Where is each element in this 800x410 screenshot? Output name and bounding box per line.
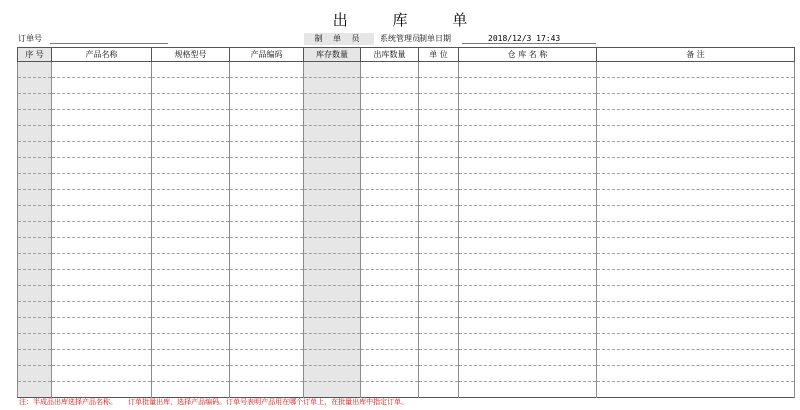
table-cell-out-qty[interactable] — [361, 78, 419, 94]
table-cell-remarks[interactable] — [597, 302, 795, 318]
table-cell-remarks[interactable] — [597, 78, 795, 94]
table-cell-out-qty[interactable] — [361, 318, 419, 334]
table-cell-out-qty[interactable] — [361, 174, 419, 190]
table-cell-unit[interactable] — [419, 78, 459, 94]
table-cell-spec-model[interactable] — [152, 94, 230, 110]
table-cell-spec-model[interactable] — [152, 174, 230, 190]
table-row — [18, 126, 795, 142]
table-cell-remarks[interactable] — [597, 350, 795, 366]
table-cell-warehouse-name[interactable] — [459, 142, 597, 158]
form-title: 出 库 单 — [332, 11, 488, 29]
table-cell-unit[interactable] — [419, 110, 459, 126]
table-cell-product-code[interactable] — [230, 238, 304, 254]
date-value: 2018/12/3 17:43 — [488, 34, 561, 43]
table-cell-remarks[interactable] — [597, 174, 795, 190]
table-row — [18, 62, 795, 78]
table-cell-unit[interactable] — [419, 286, 459, 302]
table-cell-unit[interactable] — [419, 222, 459, 238]
table-cell-out-qty[interactable] — [361, 222, 419, 238]
table-cell-stock-qty[interactable] — [304, 174, 361, 190]
table-cell-warehouse-name[interactable] — [459, 334, 597, 350]
column-header-warehouse-name: 仓 库 名 称 — [459, 48, 597, 62]
table-cell-seq[interactable] — [18, 62, 52, 78]
table-cell-product-name[interactable] — [52, 174, 152, 190]
table-cell-warehouse-name[interactable] — [459, 62, 597, 78]
table-cell-product-code[interactable] — [230, 302, 304, 318]
table-row — [18, 270, 795, 286]
table-cell-product-name[interactable] — [52, 94, 152, 110]
table-cell-unit[interactable] — [419, 318, 459, 334]
table-row — [18, 206, 795, 222]
table-cell-remarks[interactable] — [597, 190, 795, 206]
table-cell-warehouse-name[interactable] — [459, 158, 597, 174]
table-cell-product-code[interactable] — [230, 94, 304, 110]
table-cell-warehouse-name[interactable] — [459, 318, 597, 334]
table-cell-product-name[interactable] — [52, 110, 152, 126]
table-cell-warehouse-name[interactable] — [459, 254, 597, 270]
table-cell-warehouse-name[interactable] — [459, 286, 597, 302]
table-cell-stock-qty[interactable] — [304, 286, 361, 302]
table-cell-spec-model[interactable] — [152, 206, 230, 222]
table-row — [18, 110, 795, 126]
table-cell-product-code[interactable] — [230, 270, 304, 286]
table-cell-product-code[interactable] — [230, 318, 304, 334]
table-cell-spec-model[interactable] — [152, 270, 230, 286]
table-cell-remarks[interactable] — [597, 254, 795, 270]
table-cell-seq[interactable] — [18, 270, 52, 286]
table-cell-stock-qty[interactable] — [304, 382, 361, 398]
table-cell-product-name[interactable] — [52, 238, 152, 254]
table-cell-seq[interactable] — [18, 334, 52, 350]
table-cell-remarks[interactable] — [597, 158, 795, 174]
table-row — [18, 190, 795, 206]
table-cell-remarks[interactable] — [597, 366, 795, 382]
table-cell-out-qty[interactable] — [361, 190, 419, 206]
table-cell-remarks[interactable] — [597, 110, 795, 126]
table-cell-warehouse-name[interactable] — [459, 270, 597, 286]
table-cell-seq[interactable] — [18, 110, 52, 126]
table-cell-seq[interactable] — [18, 350, 52, 366]
table-row — [18, 382, 795, 398]
table-cell-remarks[interactable] — [597, 382, 795, 398]
table-cell-warehouse-name[interactable] — [459, 126, 597, 142]
table-cell-stock-qty[interactable] — [304, 302, 361, 318]
table-cell-spec-model[interactable] — [152, 350, 230, 366]
table-row — [18, 174, 795, 190]
table-row — [18, 302, 795, 318]
table-cell-product-name[interactable] — [52, 334, 152, 350]
table-cell-seq[interactable] — [18, 190, 52, 206]
table-row — [18, 286, 795, 302]
table-cell-unit[interactable] — [419, 302, 459, 318]
outbound-table — [17, 47, 795, 398]
table-cell-unit[interactable] — [419, 142, 459, 158]
table-cell-product-code[interactable] — [230, 286, 304, 302]
table-cell-product-name[interactable] — [52, 366, 152, 382]
table-row — [18, 238, 795, 254]
table-row — [18, 254, 795, 270]
table-cell-product-name[interactable] — [52, 126, 152, 142]
table-row — [18, 78, 795, 94]
table-header-row — [18, 48, 795, 62]
table-cell-stock-qty[interactable] — [304, 254, 361, 270]
table-cell-spec-model[interactable] — [152, 366, 230, 382]
table-cell-spec-model[interactable] — [152, 190, 230, 206]
table-cell-seq[interactable] — [18, 254, 52, 270]
table-cell-stock-qty[interactable] — [304, 318, 361, 334]
table-cell-spec-model[interactable] — [152, 302, 230, 318]
form-header — [18, 33, 798, 45]
table-cell-product-code[interactable] — [230, 174, 304, 190]
table-cell-seq[interactable] — [18, 78, 52, 94]
table-cell-spec-model[interactable] — [152, 142, 230, 158]
table-cell-spec-model[interactable] — [152, 222, 230, 238]
table-cell-warehouse-name[interactable] — [459, 238, 597, 254]
footer-note: 注：半成品出库选择产品名称。 订单批量出库，选择产品编码。订单号表明产品用在哪个订单上，在批量出库中指定订单。 — [19, 398, 409, 406]
order-number-field[interactable] — [50, 43, 168, 44]
table-row — [18, 366, 795, 382]
table-cell-product-name[interactable] — [52, 78, 152, 94]
table-cell-product-code[interactable] — [230, 142, 304, 158]
table-cell-stock-qty[interactable] — [304, 366, 361, 382]
maker-value: 系统管理员 — [380, 34, 420, 43]
table-cell-out-qty[interactable] — [361, 206, 419, 222]
column-header-spec-model: 规格型号 — [152, 48, 230, 62]
table-cell-unit[interactable] — [419, 238, 459, 254]
table-cell-out-qty[interactable] — [361, 126, 419, 142]
table-cell-product-name[interactable] — [52, 206, 152, 222]
table-row — [18, 142, 795, 158]
table-cell-stock-qty[interactable] — [304, 94, 361, 110]
table-cell-remarks[interactable] — [597, 142, 795, 158]
table-cell-seq[interactable] — [18, 94, 52, 110]
table-cell-out-qty[interactable] — [361, 94, 419, 110]
table-cell-product-code[interactable] — [230, 334, 304, 350]
table-cell-spec-model[interactable] — [152, 254, 230, 270]
table-cell-unit[interactable] — [419, 350, 459, 366]
table-cell-spec-model[interactable] — [152, 334, 230, 350]
table-row — [18, 158, 795, 174]
table-cell-seq[interactable] — [18, 302, 52, 318]
table-cell-seq[interactable] — [18, 238, 52, 254]
table-cell-product-name[interactable] — [52, 62, 152, 78]
table-cell-warehouse-name[interactable] — [459, 350, 597, 366]
table-cell-remarks[interactable] — [597, 126, 795, 142]
table-cell-unit[interactable] — [419, 366, 459, 382]
table-cell-product-code[interactable] — [230, 110, 304, 126]
table-cell-unit[interactable] — [419, 382, 459, 398]
table-cell-product-code[interactable] — [230, 350, 304, 366]
table-cell-remarks[interactable] — [597, 94, 795, 110]
table-cell-seq[interactable] — [18, 382, 52, 398]
table-cell-stock-qty[interactable] — [304, 78, 361, 94]
table-cell-seq[interactable] — [18, 222, 52, 238]
order-number-label: 订单号 — [18, 34, 42, 43]
table-cell-out-qty[interactable] — [361, 302, 419, 318]
table-cell-spec-model[interactable] — [152, 126, 230, 142]
table-cell-product-name[interactable] — [52, 190, 152, 206]
column-header-seq: 序 号 — [18, 48, 52, 62]
table-cell-out-qty[interactable] — [361, 382, 419, 398]
table-cell-product-code[interactable] — [230, 126, 304, 142]
column-header-stock-qty: 库存数量 — [304, 48, 361, 62]
table-cell-remarks[interactable] — [597, 334, 795, 350]
table-cell-spec-model[interactable] — [152, 238, 230, 254]
table-cell-stock-qty[interactable] — [304, 222, 361, 238]
table-cell-seq[interactable] — [18, 318, 52, 334]
table-cell-out-qty[interactable] — [361, 270, 419, 286]
table-cell-remarks[interactable] — [597, 222, 795, 238]
table-row — [18, 222, 795, 238]
table-cell-warehouse-name[interactable] — [459, 206, 597, 222]
column-header-product-name: 产品名称 — [52, 48, 152, 62]
table-cell-remarks[interactable] — [597, 286, 795, 302]
table-cell-product-name[interactable] — [52, 270, 152, 286]
table-cell-unit[interactable] — [419, 254, 459, 270]
table-cell-seq[interactable] — [18, 206, 52, 222]
table-cell-product-code[interactable] — [230, 254, 304, 270]
table-cell-warehouse-name[interactable] — [459, 366, 597, 382]
table-cell-stock-qty[interactable] — [304, 206, 361, 222]
table-cell-stock-qty[interactable] — [304, 350, 361, 366]
table-cell-product-name[interactable] — [52, 286, 152, 302]
table-cell-stock-qty[interactable] — [304, 238, 361, 254]
table-cell-seq[interactable] — [18, 366, 52, 382]
table-cell-remarks[interactable] — [597, 238, 795, 254]
table-body — [18, 62, 795, 398]
table-cell-warehouse-name[interactable] — [459, 222, 597, 238]
table-cell-product-code[interactable] — [230, 158, 304, 174]
table-cell-spec-model[interactable] — [152, 286, 230, 302]
table-cell-product-name[interactable] — [52, 302, 152, 318]
table-cell-stock-qty[interactable] — [304, 142, 361, 158]
table-cell-remarks[interactable] — [597, 62, 795, 78]
table-cell-unit[interactable] — [419, 334, 459, 350]
table-cell-seq[interactable] — [18, 142, 52, 158]
table-cell-warehouse-name[interactable] — [459, 382, 597, 398]
column-header-remarks: 备 注 — [597, 48, 795, 62]
table-cell-spec-model[interactable] — [152, 382, 230, 398]
table-cell-product-name[interactable] — [52, 142, 152, 158]
table-cell-product-name[interactable] — [52, 222, 152, 238]
table-cell-unit[interactable] — [419, 62, 459, 78]
table-cell-out-qty[interactable] — [361, 62, 419, 78]
table-cell-unit[interactable] — [419, 190, 459, 206]
table-cell-warehouse-name[interactable] — [459, 174, 597, 190]
table-cell-seq[interactable] — [18, 126, 52, 142]
table-cell-remarks[interactable] — [597, 270, 795, 286]
table-row — [18, 334, 795, 350]
table-cell-product-name[interactable] — [52, 158, 152, 174]
table-cell-out-qty[interactable] — [361, 350, 419, 366]
table-cell-stock-qty[interactable] — [304, 126, 361, 142]
column-header-out-qty: 出库数量 — [361, 48, 419, 62]
table-cell-stock-qty[interactable] — [304, 110, 361, 126]
table-cell-stock-qty[interactable] — [304, 190, 361, 206]
date-label: 制单日期 — [419, 34, 451, 43]
table-cell-stock-qty[interactable] — [304, 158, 361, 174]
table-cell-product-name[interactable] — [52, 382, 152, 398]
table-cell-unit[interactable] — [419, 270, 459, 286]
column-header-unit: 单 位 — [419, 48, 459, 62]
column-header-product-code: 产品编码 — [230, 48, 304, 62]
table-row — [18, 350, 795, 366]
table-row — [18, 318, 795, 334]
table-cell-out-qty[interactable] — [361, 142, 419, 158]
table-cell-unit[interactable] — [419, 126, 459, 142]
table-cell-seq[interactable] — [18, 286, 52, 302]
table-cell-warehouse-name[interactable] — [459, 110, 597, 126]
table-row — [18, 94, 795, 110]
table-cell-warehouse-name[interactable] — [459, 78, 597, 94]
table-cell-product-code[interactable] — [230, 382, 304, 398]
table-cell-spec-model[interactable] — [152, 110, 230, 126]
table-cell-product-code[interactable] — [230, 78, 304, 94]
table-cell-stock-qty[interactable] — [304, 270, 361, 286]
table-cell-out-qty[interactable] — [361, 366, 419, 382]
table-cell-spec-model[interactable] — [152, 158, 230, 174]
table-cell-product-code[interactable] — [230, 62, 304, 78]
table-cell-remarks[interactable] — [597, 318, 795, 334]
table-cell-product-name[interactable] — [52, 350, 152, 366]
table-cell-out-qty[interactable] — [361, 254, 419, 270]
table-cell-spec-model[interactable] — [152, 318, 230, 334]
table-cell-spec-model[interactable] — [152, 62, 230, 78]
table-cell-out-qty[interactable] — [361, 238, 419, 254]
table-cell-product-code[interactable] — [230, 206, 304, 222]
table-cell-seq[interactable] — [18, 158, 52, 174]
table-cell-unit[interactable] — [419, 206, 459, 222]
table-cell-product-name[interactable] — [52, 254, 152, 270]
table-cell-unit[interactable] — [419, 94, 459, 110]
table-cell-product-name[interactable] — [52, 318, 152, 334]
maker-label: 制 单 员 — [304, 33, 374, 45]
table-cell-out-qty[interactable] — [361, 334, 419, 350]
table-cell-unit[interactable] — [419, 158, 459, 174]
table-cell-unit[interactable] — [419, 174, 459, 190]
table-cell-seq[interactable] — [18, 174, 52, 190]
table-cell-product-code[interactable] — [230, 222, 304, 238]
table-cell-spec-model[interactable] — [152, 78, 230, 94]
table-cell-product-code[interactable] — [230, 366, 304, 382]
table-cell-warehouse-name[interactable] — [459, 94, 597, 110]
table-cell-stock-qty[interactable] — [304, 334, 361, 350]
table-cell-remarks[interactable] — [597, 206, 795, 222]
table-cell-warehouse-name[interactable] — [459, 190, 597, 206]
table-cell-stock-qty[interactable] — [304, 62, 361, 78]
table-cell-out-qty[interactable] — [361, 286, 419, 302]
table-cell-product-code[interactable] — [230, 190, 304, 206]
table-cell-warehouse-name[interactable] — [459, 302, 597, 318]
table-cell-out-qty[interactable] — [361, 158, 419, 174]
table-cell-out-qty[interactable] — [361, 110, 419, 126]
